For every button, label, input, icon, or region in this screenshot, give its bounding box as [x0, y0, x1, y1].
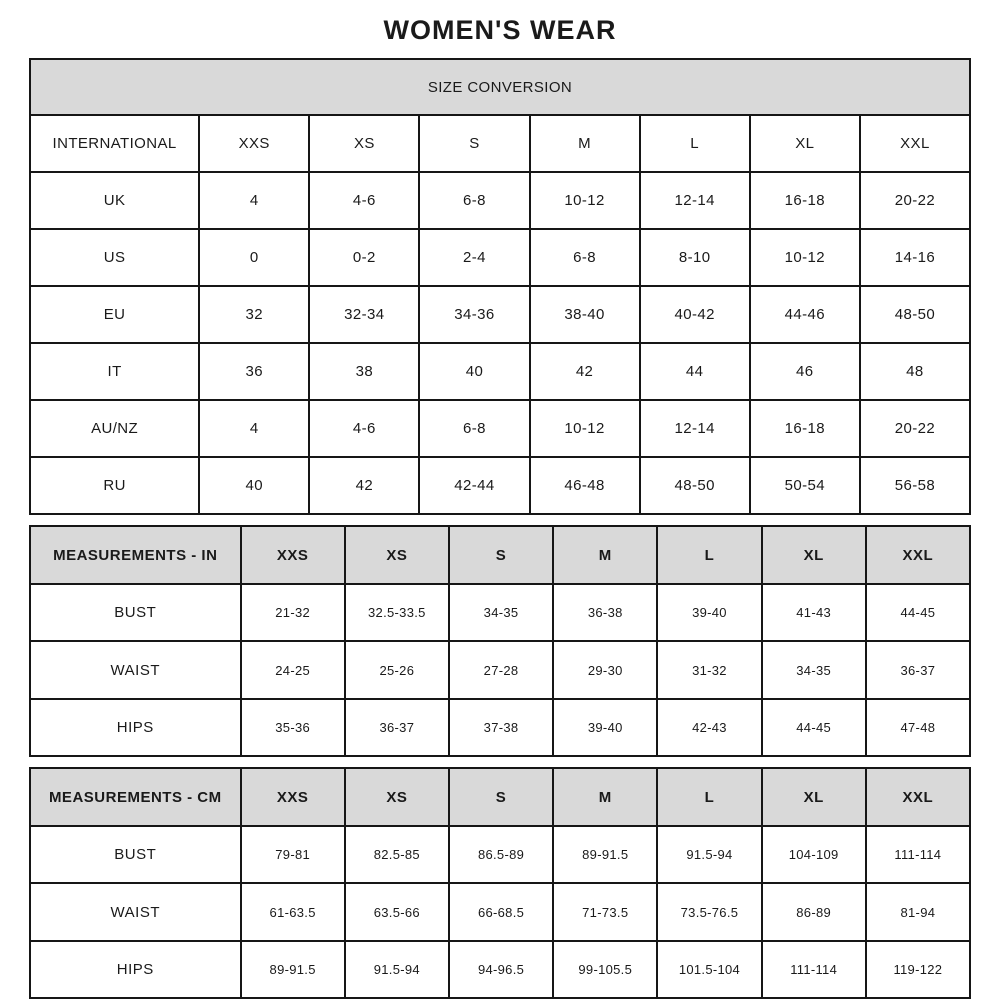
size-cell: 16-18 — [750, 172, 860, 229]
row-label: IT — [30, 343, 199, 400]
measure-cell: 27-28 — [449, 641, 553, 699]
size-cell: 42 — [530, 343, 640, 400]
column-header-l: L — [640, 115, 750, 172]
size-cell: 44 — [640, 343, 750, 400]
measure-cell: 39-40 — [553, 699, 657, 757]
size-header-l: L — [657, 526, 761, 584]
measure-cell: 81-94 — [866, 883, 970, 941]
measure-cell: 104-109 — [762, 826, 866, 884]
measure-cell: 42-43 — [657, 699, 761, 757]
column-header-international: INTERNATIONAL — [30, 115, 199, 172]
size-cell: 10-12 — [750, 229, 860, 286]
measure-cell: 86.5-89 — [449, 826, 553, 884]
size-cell: 48-50 — [640, 457, 750, 514]
size-header-m: M — [553, 526, 657, 584]
table-row-ru — [30, 457, 970, 514]
row-label: WAIST — [30, 883, 241, 941]
row-label: BUST — [30, 826, 241, 884]
measure-cell: 91.5-94 — [657, 826, 761, 884]
measure-cell: 89-91.5 — [553, 826, 657, 884]
measure-cell: 79-81 — [241, 826, 345, 884]
size-cell: 8-10 — [640, 229, 750, 286]
measure-cell: 66-68.5 — [449, 883, 553, 941]
size-cell: 32-34 — [309, 286, 419, 343]
table-row-aunz — [30, 400, 970, 457]
columns-header-row — [30, 115, 970, 172]
table-row-hips-in — [30, 699, 970, 757]
size-cell: 42-44 — [419, 457, 529, 514]
size-header-s: S — [449, 768, 553, 826]
column-header-s: S — [419, 115, 529, 172]
size-cell: 16-18 — [750, 400, 860, 457]
table-row-us — [30, 229, 970, 286]
size-cell: 34-36 — [419, 286, 529, 343]
table-row-eu — [30, 286, 970, 343]
size-header-xl: XL — [762, 768, 866, 826]
size-cell: 32 — [199, 286, 309, 343]
size-cell: 2-4 — [419, 229, 529, 286]
measure-cell: 35-36 — [241, 699, 345, 757]
size-header-xxs: XXS — [241, 526, 345, 584]
size-cell: 12-14 — [640, 172, 750, 229]
size-cell: 38 — [309, 343, 419, 400]
column-header-xs: XS — [309, 115, 419, 172]
size-cell: 10-12 — [530, 400, 640, 457]
size-cell: 40 — [199, 457, 309, 514]
size-cell: 42 — [309, 457, 419, 514]
measure-cell: 73.5-76.5 — [657, 883, 761, 941]
measurements-cm-header-row — [30, 768, 970, 826]
measure-cell: 25-26 — [345, 641, 449, 699]
size-cell: 6-8 — [419, 172, 529, 229]
measure-cell: 32.5-33.5 — [345, 584, 449, 642]
table-row-waist-in — [30, 641, 970, 699]
size-cell: 40-42 — [640, 286, 750, 343]
table-row-waist-cm — [30, 883, 970, 941]
size-header-xl: XL — [762, 526, 866, 584]
measure-cell: 82.5-85 — [345, 826, 449, 884]
measure-cell: 24-25 — [241, 641, 345, 699]
column-header-m: M — [530, 115, 640, 172]
measure-cell: 34-35 — [449, 584, 553, 642]
size-header-m: M — [553, 768, 657, 826]
row-label: AU/NZ — [30, 400, 199, 457]
row-label: WAIST — [30, 641, 241, 699]
size-cell: 0 — [199, 229, 309, 286]
row-label: HIPS — [30, 941, 241, 999]
size-cell: 12-14 — [640, 400, 750, 457]
measure-cell: 47-48 — [866, 699, 970, 757]
size-cell: 14-16 — [860, 229, 970, 286]
row-label: UK — [30, 172, 199, 229]
size-cell: 4 — [199, 172, 309, 229]
size-cell: 40 — [419, 343, 529, 400]
size-cell: 6-8 — [530, 229, 640, 286]
table-row-it — [30, 343, 970, 400]
measure-cell: 63.5-66 — [345, 883, 449, 941]
size-cell: 46-48 — [530, 457, 640, 514]
row-label: EU — [30, 286, 199, 343]
measure-cell: 119-122 — [866, 941, 970, 999]
row-label: US — [30, 229, 199, 286]
table-banner-row — [30, 59, 970, 115]
measurements-in-header-row — [30, 526, 970, 584]
measurements-cm-table — [29, 767, 971, 999]
column-header-xxs: XXS — [199, 115, 309, 172]
row-label: HIPS — [30, 699, 241, 757]
measure-cell: 99-105.5 — [553, 941, 657, 999]
measure-cell: 21-32 — [241, 584, 345, 642]
size-cell: 48-50 — [860, 286, 970, 343]
size-header-l: L — [657, 768, 761, 826]
size-header-xxl: XXL — [866, 526, 970, 584]
measure-cell: 86-89 — [762, 883, 866, 941]
size-conversion-table — [29, 58, 971, 515]
size-cell: 38-40 — [530, 286, 640, 343]
size-cell: 4-6 — [309, 172, 419, 229]
measure-cell: 111-114 — [762, 941, 866, 999]
measure-cell: 39-40 — [657, 584, 761, 642]
table-title: MEASUREMENTS - CM — [30, 768, 241, 826]
measure-cell: 94-96.5 — [449, 941, 553, 999]
size-cell: 10-12 — [530, 172, 640, 229]
size-cell: 6-8 — [419, 400, 529, 457]
size-cell: 20-22 — [860, 172, 970, 229]
table-row-uk — [30, 172, 970, 229]
measure-cell: 36-37 — [345, 699, 449, 757]
table-row-hips-cm — [30, 941, 970, 999]
size-cell: 48 — [860, 343, 970, 400]
measure-cell: 91.5-94 — [345, 941, 449, 999]
size-cell: 20-22 — [860, 400, 970, 457]
column-header-xxl: XXL — [860, 115, 970, 172]
column-header-xl: XL — [750, 115, 860, 172]
size-header-xs: XS — [345, 526, 449, 584]
measurements-in-table — [29, 525, 971, 757]
size-cell: 0-2 — [309, 229, 419, 286]
size-cell: 4-6 — [309, 400, 419, 457]
size-header-xs: XS — [345, 768, 449, 826]
measure-cell: 71-73.5 — [553, 883, 657, 941]
measure-cell: 101.5-104 — [657, 941, 761, 999]
measure-cell: 61-63.5 — [241, 883, 345, 941]
measure-cell: 44-45 — [866, 584, 970, 642]
size-header-s: S — [449, 526, 553, 584]
size-cell: 36 — [199, 343, 309, 400]
page-title: WOMEN'S WEAR — [383, 15, 617, 45]
table-row-bust-cm — [30, 826, 970, 884]
measure-cell: 41-43 — [762, 584, 866, 642]
table-title: MEASUREMENTS - IN — [30, 526, 241, 584]
measure-cell: 111-114 — [866, 826, 970, 884]
size-cell: 44-46 — [750, 286, 860, 343]
size-cell: 56-58 — [860, 457, 970, 514]
measure-cell: 36-38 — [553, 584, 657, 642]
measure-cell: 29-30 — [553, 641, 657, 699]
size-header-xxl: XXL — [866, 768, 970, 826]
measure-cell: 36-37 — [866, 641, 970, 699]
measure-cell: 89-91.5 — [241, 941, 345, 999]
measure-cell: 34-35 — [762, 641, 866, 699]
size-cell: 4 — [199, 400, 309, 457]
row-label: BUST — [30, 584, 241, 642]
table-row-bust-in — [30, 584, 970, 642]
size-cell: 46 — [750, 343, 860, 400]
size-header-xxs: XXS — [241, 768, 345, 826]
measure-cell: 31-32 — [657, 641, 761, 699]
table-banner: SIZE CONVERSION — [30, 59, 970, 115]
measure-cell: 37-38 — [449, 699, 553, 757]
size-cell: 50-54 — [750, 457, 860, 514]
measure-cell: 44-45 — [762, 699, 866, 757]
row-label: RU — [30, 457, 199, 514]
